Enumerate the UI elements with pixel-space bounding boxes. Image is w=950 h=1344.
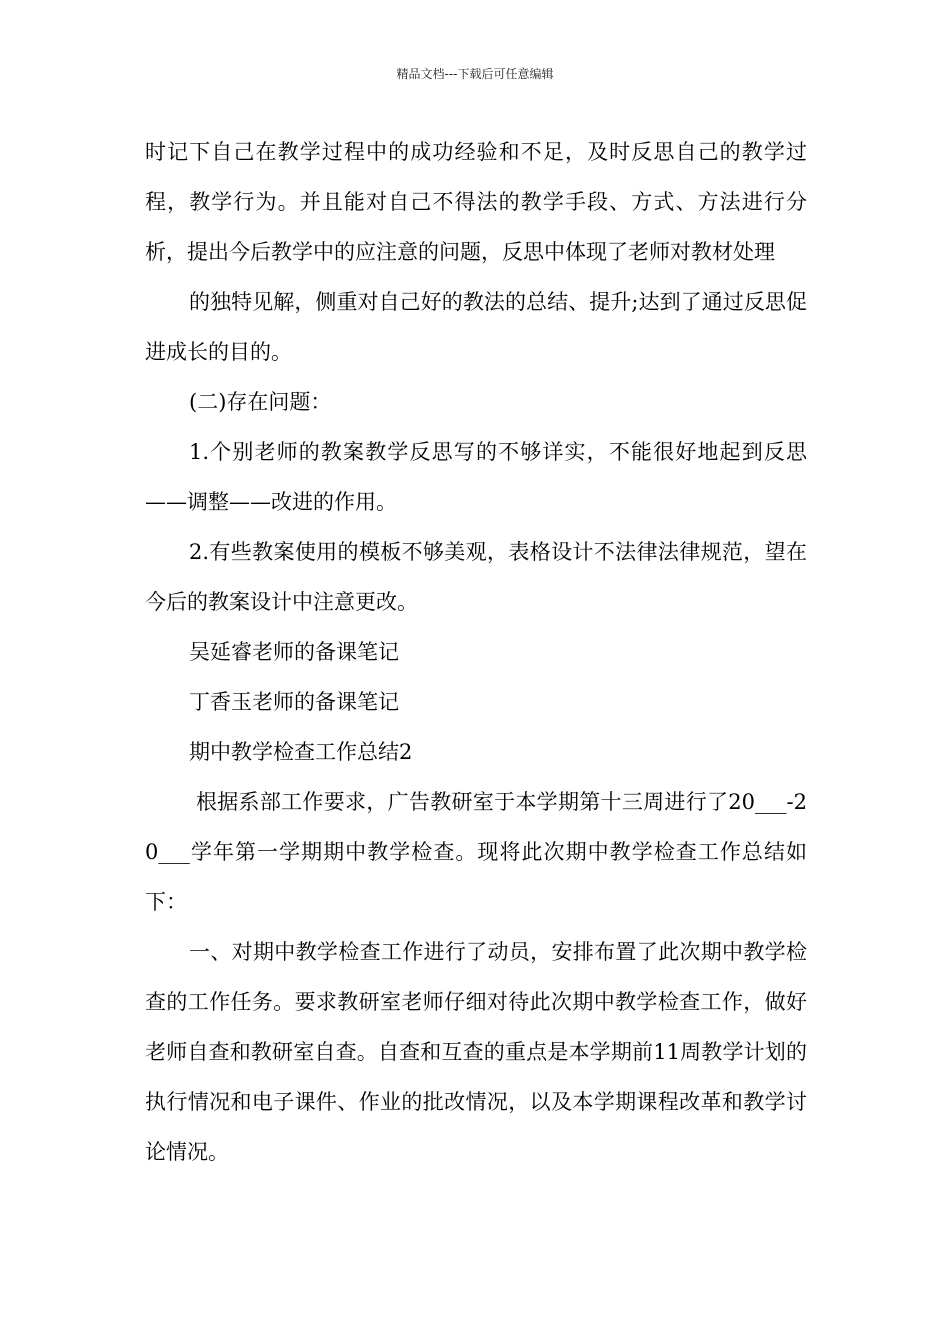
paragraph-problem-1: 1.个别老师的教案教学反思写的不够详实，不能很好地起到反思——调整——改进的作用。 xyxy=(145,440,807,514)
paragraph-intro: 根据系部工作要求，广告教研室于本学期第十三周进行了20___-20___学年第一学期期中教学检查。现将此次期中教学检查工作总结如下： xyxy=(145,790,807,914)
section-title-summary-2: 期中教学检查工作总结2 xyxy=(189,740,413,764)
paragraph-unique-insight: 的独特见解，侧重对自己好的教法的总结、提升;达到了通过反思促进成长的目的。 xyxy=(145,290,807,364)
document-body xyxy=(145,127,807,1177)
paragraph-reflection-continued: 时记下自己在教学过程中的成功经验和不足，及时反思自己的教学过程，教学行为。并且能对自己不得法的教学手段、方式、方法进行分析，提出今后教学中的应注意的问题，反思中体现了老师对教材处理 xyxy=(145,140,807,264)
paragraph-point-1: 一、对期中教学检查工作进行了动员，安排布置了此次期中教学检查的工作任务。要求教研室老师仔细对待此次期中教学检查工作，做好老师自查和教研室自查。自查和互查的重点是本学期前11周教学计划的执行情况和电子课件、作业的批改情况，以及本学期课程改革和教学讨论情况。 xyxy=(145,940,807,1164)
caption-wu-notes: 吴延睿老师的备课笔记 xyxy=(189,640,399,664)
paragraph-problem-2: 2.有些教案使用的模板不够美观，表格设计不法律法律规范，望在今后的教案设计中注意更改。 xyxy=(145,540,807,614)
section-heading-problems: (二)存在问题： xyxy=(189,390,332,414)
caption-ding-notes: 丁香玉老师的备课笔记 xyxy=(189,690,399,714)
page-header: 精品文档---下载后可任意编辑 xyxy=(396,67,554,81)
